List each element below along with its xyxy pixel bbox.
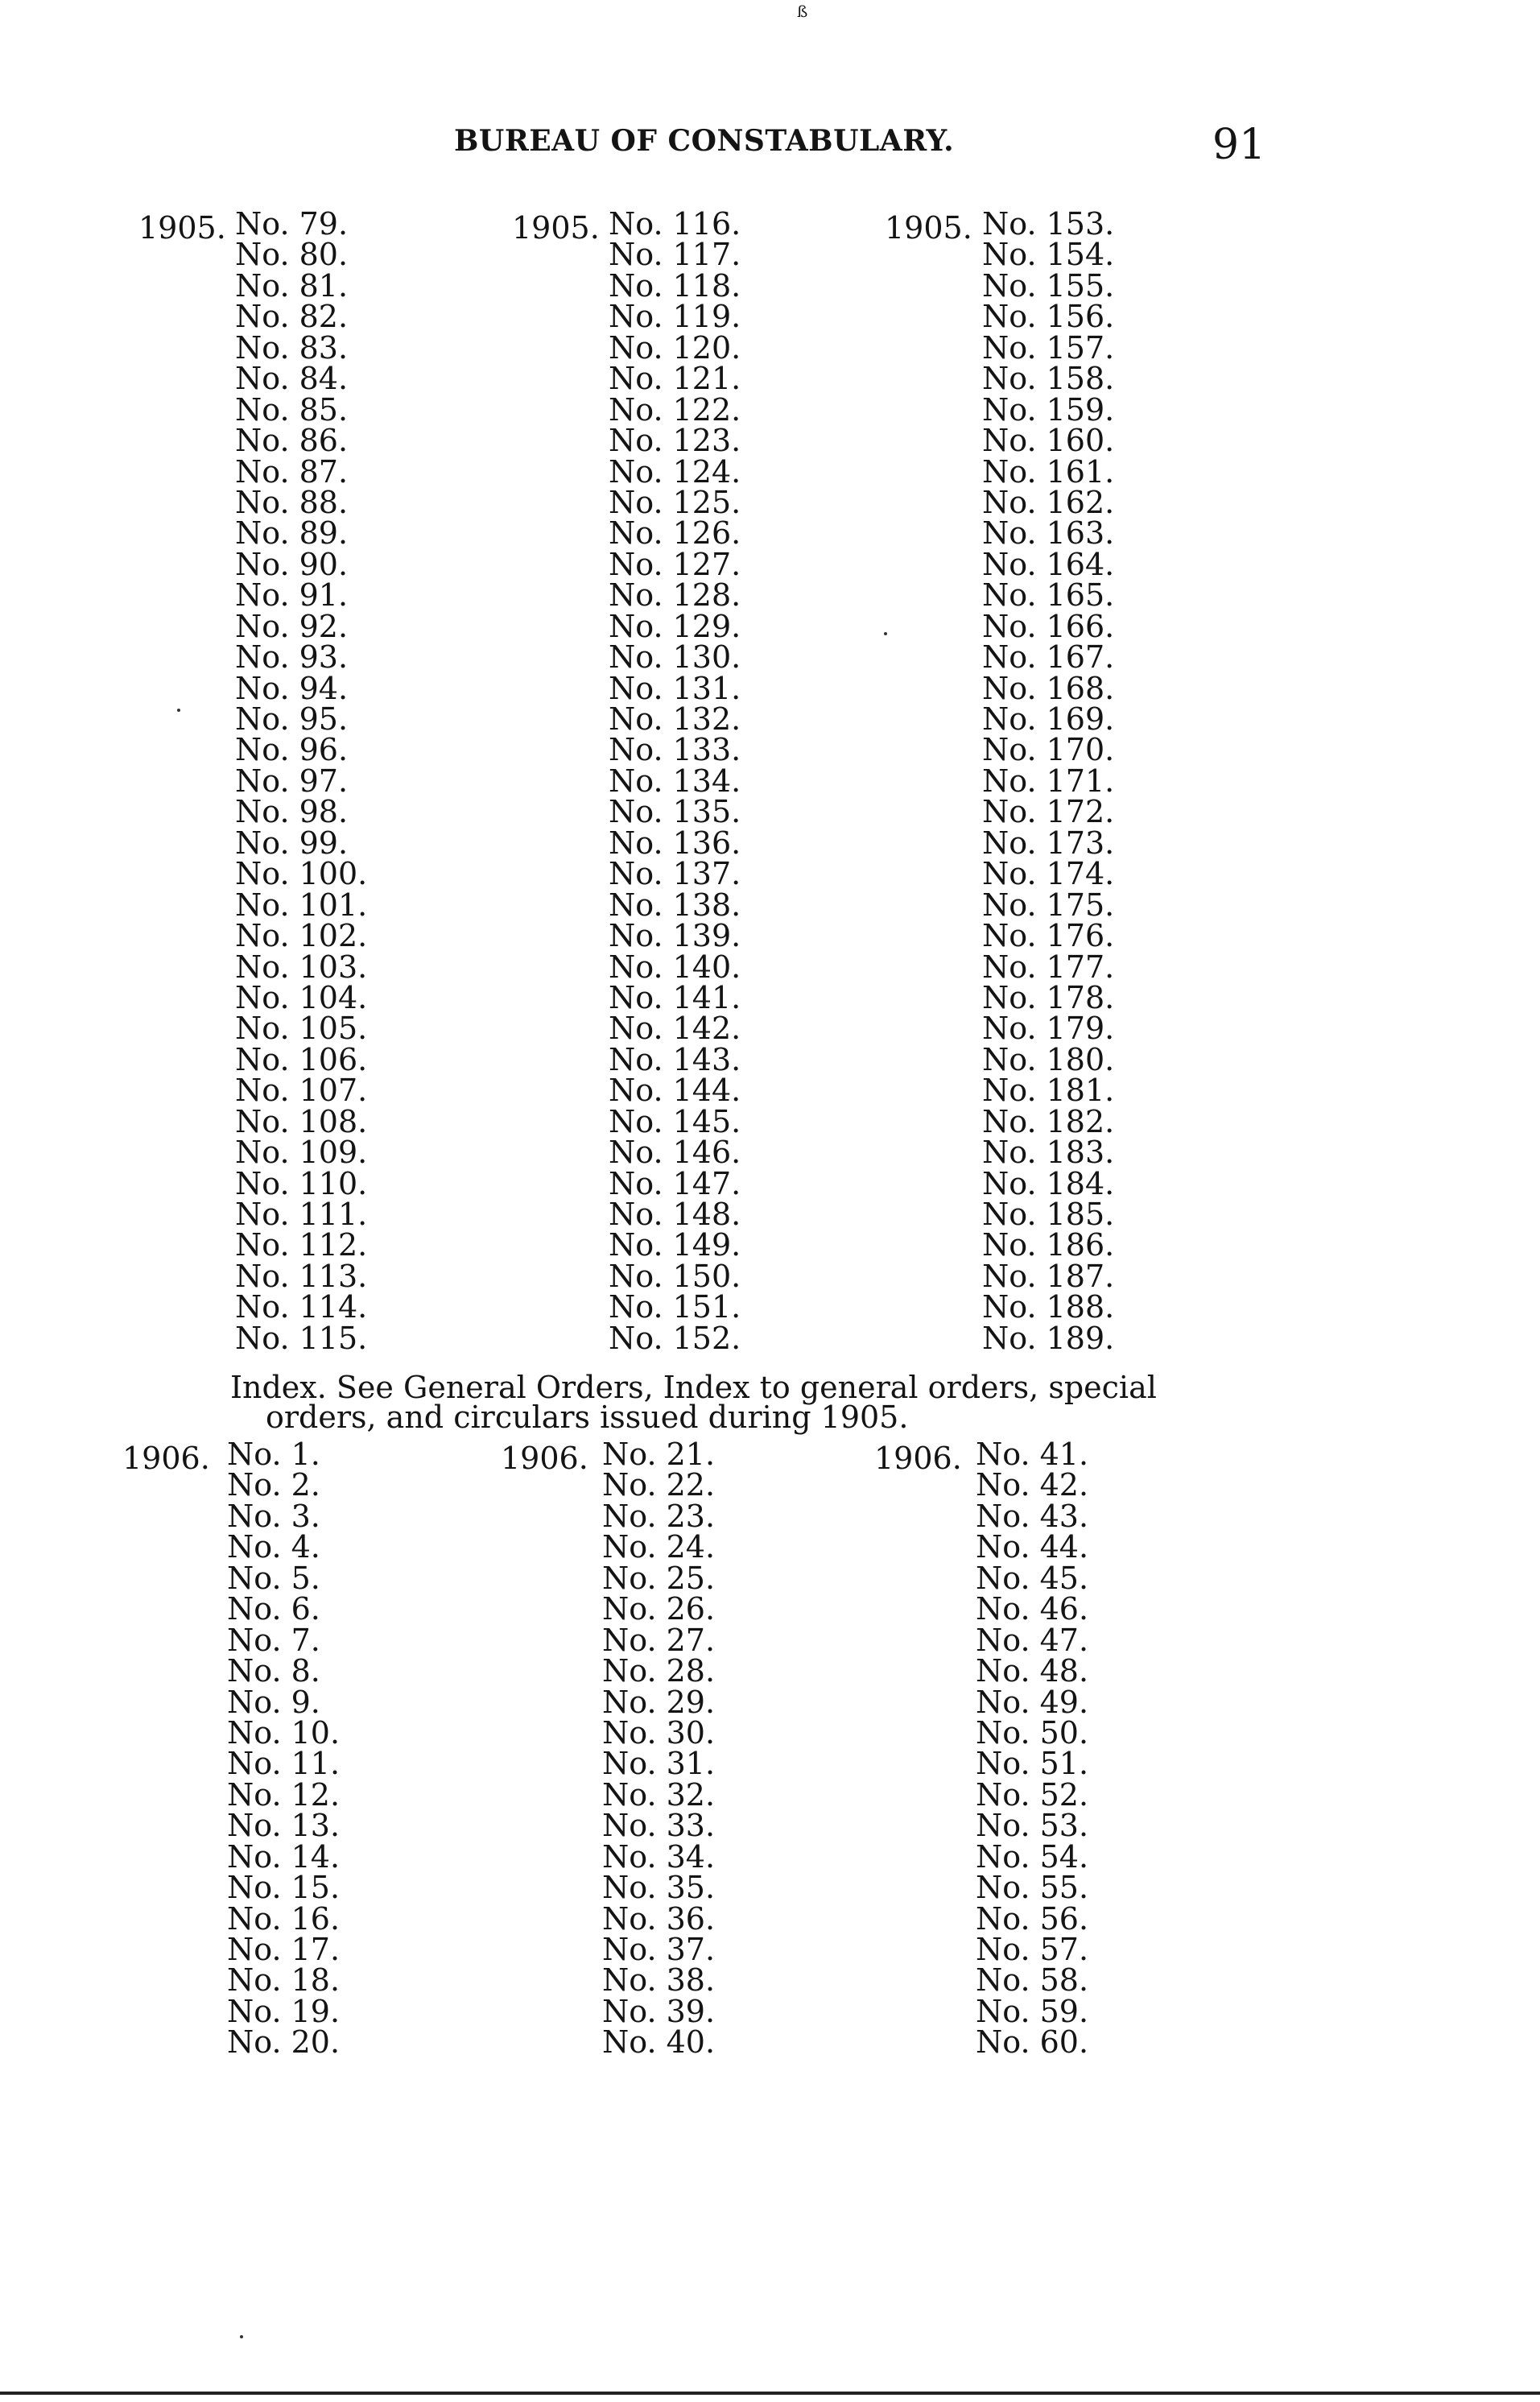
order-number: No. 185. <box>982 1197 1115 1232</box>
order-number: No. 134. <box>609 763 741 799</box>
order-number: No. 22. <box>602 1467 716 1503</box>
bottom-rule <box>0 2392 1540 2395</box>
index-note-line: orders, and circulars issued during 1905. <box>266 1399 909 1435</box>
order-number: No. 174. <box>982 856 1115 892</box>
order-number: No. 90. <box>235 546 349 582</box>
order-number: No. 58. <box>976 1962 1089 1999</box>
order-number: No. 140. <box>609 949 741 985</box>
order-number: No. 125. <box>609 484 741 520</box>
year-label: 1906. <box>122 1441 210 1476</box>
scan-speck <box>240 2335 243 2338</box>
order-number: No. 163. <box>982 515 1115 552</box>
order-number: No. 36. <box>602 1900 716 1937</box>
order-number: No. 188. <box>982 1289 1115 1325</box>
order-list-column <box>982 206 1115 1356</box>
order-number: No. 28. <box>602 1653 716 1689</box>
order-number: No. 189. <box>982 1320 1115 1356</box>
order-number: No. 154. <box>982 237 1115 273</box>
order-list-column <box>235 206 368 1356</box>
scan-speck <box>884 632 887 635</box>
order-number: No. 156. <box>982 299 1115 335</box>
order-number: No. 15. <box>227 1870 341 1906</box>
order-number: No. 107. <box>235 1073 368 1109</box>
order-number: No. 89. <box>235 515 349 552</box>
order-number: No. 91. <box>235 577 349 614</box>
order-number: No. 145. <box>609 1103 741 1139</box>
order-number: No. 160. <box>982 423 1115 459</box>
order-number: No. 137. <box>609 856 741 892</box>
order-number: No. 177. <box>982 949 1115 985</box>
year-label: 1905. <box>885 210 972 246</box>
order-number: No. 144. <box>609 1073 741 1109</box>
order-number: No. 33. <box>602 1808 716 1844</box>
order-number: No. 164. <box>982 546 1115 582</box>
order-number: No. 183. <box>982 1135 1115 1171</box>
order-number: No. 2. <box>227 1467 320 1503</box>
order-number: No. 102. <box>235 918 368 954</box>
order-number: No. 166. <box>982 608 1115 644</box>
order-number: No. 87. <box>235 453 349 490</box>
order-number: No. 119. <box>609 299 741 335</box>
order-number: No. 129. <box>609 608 741 644</box>
order-number: No. 105. <box>235 1011 368 1047</box>
order-number: No. 35. <box>602 1870 716 1906</box>
order-number: No. 138. <box>609 887 741 923</box>
order-number: No. 37. <box>602 1932 716 1967</box>
order-number: No. 126. <box>609 515 741 552</box>
order-list-column <box>227 1437 341 2061</box>
order-number: No. 165. <box>982 577 1115 614</box>
order-number: No. 139. <box>609 918 741 954</box>
year-label: 1905. <box>138 210 226 246</box>
order-number: No. 82. <box>235 299 349 335</box>
order-number: No. 179. <box>982 1011 1115 1047</box>
order-number: No. 7. <box>227 1622 320 1658</box>
order-number: No. 120. <box>609 329 741 366</box>
order-number: No. 158. <box>982 361 1115 397</box>
order-number: No. 11. <box>227 1746 341 1782</box>
order-number: No. 20. <box>227 2024 341 2061</box>
order-number: No. 50. <box>976 1714 1089 1751</box>
order-number: No. 30. <box>602 1714 716 1751</box>
order-number: No. 17. <box>227 1932 341 1967</box>
order-number: No. 175. <box>982 887 1115 923</box>
order-number: No. 81. <box>235 267 349 304</box>
order-number: No. 83. <box>235 329 349 366</box>
order-number: No. 57. <box>976 1932 1089 1967</box>
order-number: No. 31. <box>602 1746 716 1782</box>
order-number: No. 178. <box>982 979 1115 1015</box>
order-number: No. 48. <box>976 1653 1089 1689</box>
order-number: No. 27. <box>602 1622 716 1658</box>
order-number: No. 54. <box>976 1838 1089 1875</box>
order-number: No. 80. <box>235 237 349 273</box>
order-number: No. 142. <box>609 1011 741 1047</box>
order-number: No. 60. <box>976 2024 1089 2061</box>
year-label: 1906. <box>501 1441 588 1476</box>
order-number: No. 26. <box>602 1591 716 1627</box>
order-number: No. 18. <box>227 1962 341 1999</box>
order-number: No. 84. <box>235 361 349 397</box>
order-number: No. 157. <box>982 329 1115 366</box>
order-list-column <box>602 1437 716 2061</box>
order-number: No. 153. <box>982 206 1115 242</box>
order-number: No. 110. <box>235 1165 368 1201</box>
order-number: No. 3. <box>227 1498 320 1534</box>
order-number: No. 108. <box>235 1103 368 1139</box>
order-number: No. 19. <box>227 1993 341 2029</box>
order-number: No. 79. <box>235 206 349 242</box>
order-number: No. 21. <box>602 1437 716 1472</box>
order-number: No. 44. <box>976 1529 1089 1565</box>
order-number: No. 143. <box>609 1041 741 1077</box>
order-number: No. 106. <box>235 1041 368 1077</box>
order-number: No. 111. <box>235 1197 368 1232</box>
order-number: No. 24. <box>602 1529 716 1565</box>
order-number: No. 167. <box>982 639 1115 676</box>
order-number: No. 86. <box>235 423 349 459</box>
order-number: No. 41. <box>976 1437 1089 1472</box>
order-number: No. 104. <box>235 979 368 1015</box>
order-number: No. 100. <box>235 856 368 892</box>
order-number: No. 112. <box>235 1227 368 1263</box>
order-list-column <box>609 206 741 1356</box>
order-number: No. 14. <box>227 1838 341 1875</box>
order-number: No. 161. <box>982 453 1115 490</box>
order-number: No. 101. <box>235 887 368 923</box>
order-number: No. 93. <box>235 639 349 676</box>
order-number: No. 135. <box>609 794 741 830</box>
order-number: No. 162. <box>982 484 1115 520</box>
order-number: No. 29. <box>602 1684 716 1720</box>
order-number: No. 123. <box>609 423 741 459</box>
top-mark: ß <box>797 2 808 21</box>
order-number: No. 169. <box>982 701 1115 737</box>
order-number: No. 180. <box>982 1041 1115 1077</box>
order-number: No. 187. <box>982 1258 1115 1294</box>
order-list-column <box>976 1437 1089 2061</box>
order-number: No. 10. <box>227 1714 341 1751</box>
order-number: No. 9. <box>227 1684 320 1720</box>
order-number: No. 124. <box>609 453 741 490</box>
order-number: No. 16. <box>227 1900 341 1937</box>
order-number: No. 122. <box>609 391 741 428</box>
order-number: No. 25. <box>602 1560 716 1596</box>
order-number: No. 39. <box>602 1993 716 2029</box>
order-number: No. 148. <box>609 1197 741 1232</box>
order-number: No. 59. <box>976 1993 1089 2029</box>
order-number: No. 55. <box>976 1870 1089 1906</box>
order-number: No. 168. <box>982 670 1115 706</box>
order-number: No. 52. <box>976 1776 1089 1813</box>
order-number: No. 114. <box>235 1289 368 1325</box>
order-number: No. 43. <box>976 1498 1089 1534</box>
order-number: No. 136. <box>609 825 741 861</box>
order-number: No. 99. <box>235 825 349 861</box>
order-number: No. 6. <box>227 1591 320 1627</box>
order-number: No. 147. <box>609 1165 741 1201</box>
order-number: No. 118. <box>609 267 741 304</box>
order-number: No. 8. <box>227 1653 320 1689</box>
order-number: No. 121. <box>609 361 741 397</box>
order-number: No. 181. <box>982 1073 1115 1109</box>
order-number: No. 1. <box>227 1437 320 1472</box>
order-number: No. 13. <box>227 1808 341 1844</box>
order-number: No. 96. <box>235 732 349 768</box>
order-number: No. 151. <box>609 1289 741 1325</box>
order-number: No. 170. <box>982 732 1115 768</box>
order-number: No. 95. <box>235 701 349 737</box>
order-number: No. 85. <box>235 391 349 428</box>
year-label: 1906. <box>874 1441 962 1476</box>
order-number: No. 172. <box>982 794 1115 830</box>
index-note-line: Index. See General Orders, Index to general orders, special <box>230 1370 1157 1405</box>
order-number: No. 171. <box>982 763 1115 799</box>
page-number: 91 <box>1212 121 1266 169</box>
order-number: No. 133. <box>609 732 741 768</box>
order-number: No. 184. <box>982 1165 1115 1201</box>
order-number: No. 40. <box>602 2024 716 2061</box>
order-number: No. 94. <box>235 670 349 706</box>
order-number: No. 131. <box>609 670 741 706</box>
year-label: 1905. <box>512 210 600 246</box>
order-number: No. 186. <box>982 1227 1115 1263</box>
order-number: No. 103. <box>235 949 368 985</box>
order-number: No. 115. <box>235 1320 368 1356</box>
order-number: No. 32. <box>602 1776 716 1813</box>
order-number: No. 141. <box>609 979 741 1015</box>
order-number: No. 152. <box>609 1320 741 1356</box>
order-number: No. 92. <box>235 608 349 644</box>
order-number: No. 4. <box>227 1529 320 1565</box>
order-number: No. 132. <box>609 701 741 737</box>
order-number: No. 49. <box>976 1684 1089 1720</box>
order-number: No. 38. <box>602 1962 716 1999</box>
order-number: No. 46. <box>976 1591 1089 1627</box>
order-number: No. 45. <box>976 1560 1089 1596</box>
order-number: No. 42. <box>976 1467 1089 1503</box>
order-number: No. 98. <box>235 794 349 830</box>
order-number: No. 159. <box>982 391 1115 428</box>
order-number: No. 128. <box>609 577 741 614</box>
order-number: No. 34. <box>602 1838 716 1875</box>
order-number: No. 173. <box>982 825 1115 861</box>
scan-speck <box>177 709 180 712</box>
order-number: No. 5. <box>227 1560 320 1596</box>
order-number: No. 150. <box>609 1258 741 1294</box>
order-number: No. 113. <box>235 1258 368 1294</box>
order-number: No. 56. <box>976 1900 1089 1937</box>
order-number: No. 51. <box>976 1746 1089 1782</box>
running-header: BUREAU OF CONSTABULARY. <box>454 124 955 158</box>
order-number: No. 117. <box>609 237 741 273</box>
order-number: No. 23. <box>602 1498 716 1534</box>
order-number: No. 109. <box>235 1135 368 1171</box>
order-number: No. 53. <box>976 1808 1089 1844</box>
order-number: No. 155. <box>982 267 1115 304</box>
order-number: No. 47. <box>976 1622 1089 1658</box>
order-number: No. 88. <box>235 484 349 520</box>
order-number: No. 127. <box>609 546 741 582</box>
order-number: No. 12. <box>227 1776 341 1813</box>
order-number: No. 149. <box>609 1227 741 1263</box>
order-number: No. 182. <box>982 1103 1115 1139</box>
order-number: No. 97. <box>235 763 349 799</box>
order-number: No. 146. <box>609 1135 741 1171</box>
order-number: No. 176. <box>982 918 1115 954</box>
order-number: No. 130. <box>609 639 741 676</box>
order-number: No. 116. <box>609 206 741 242</box>
